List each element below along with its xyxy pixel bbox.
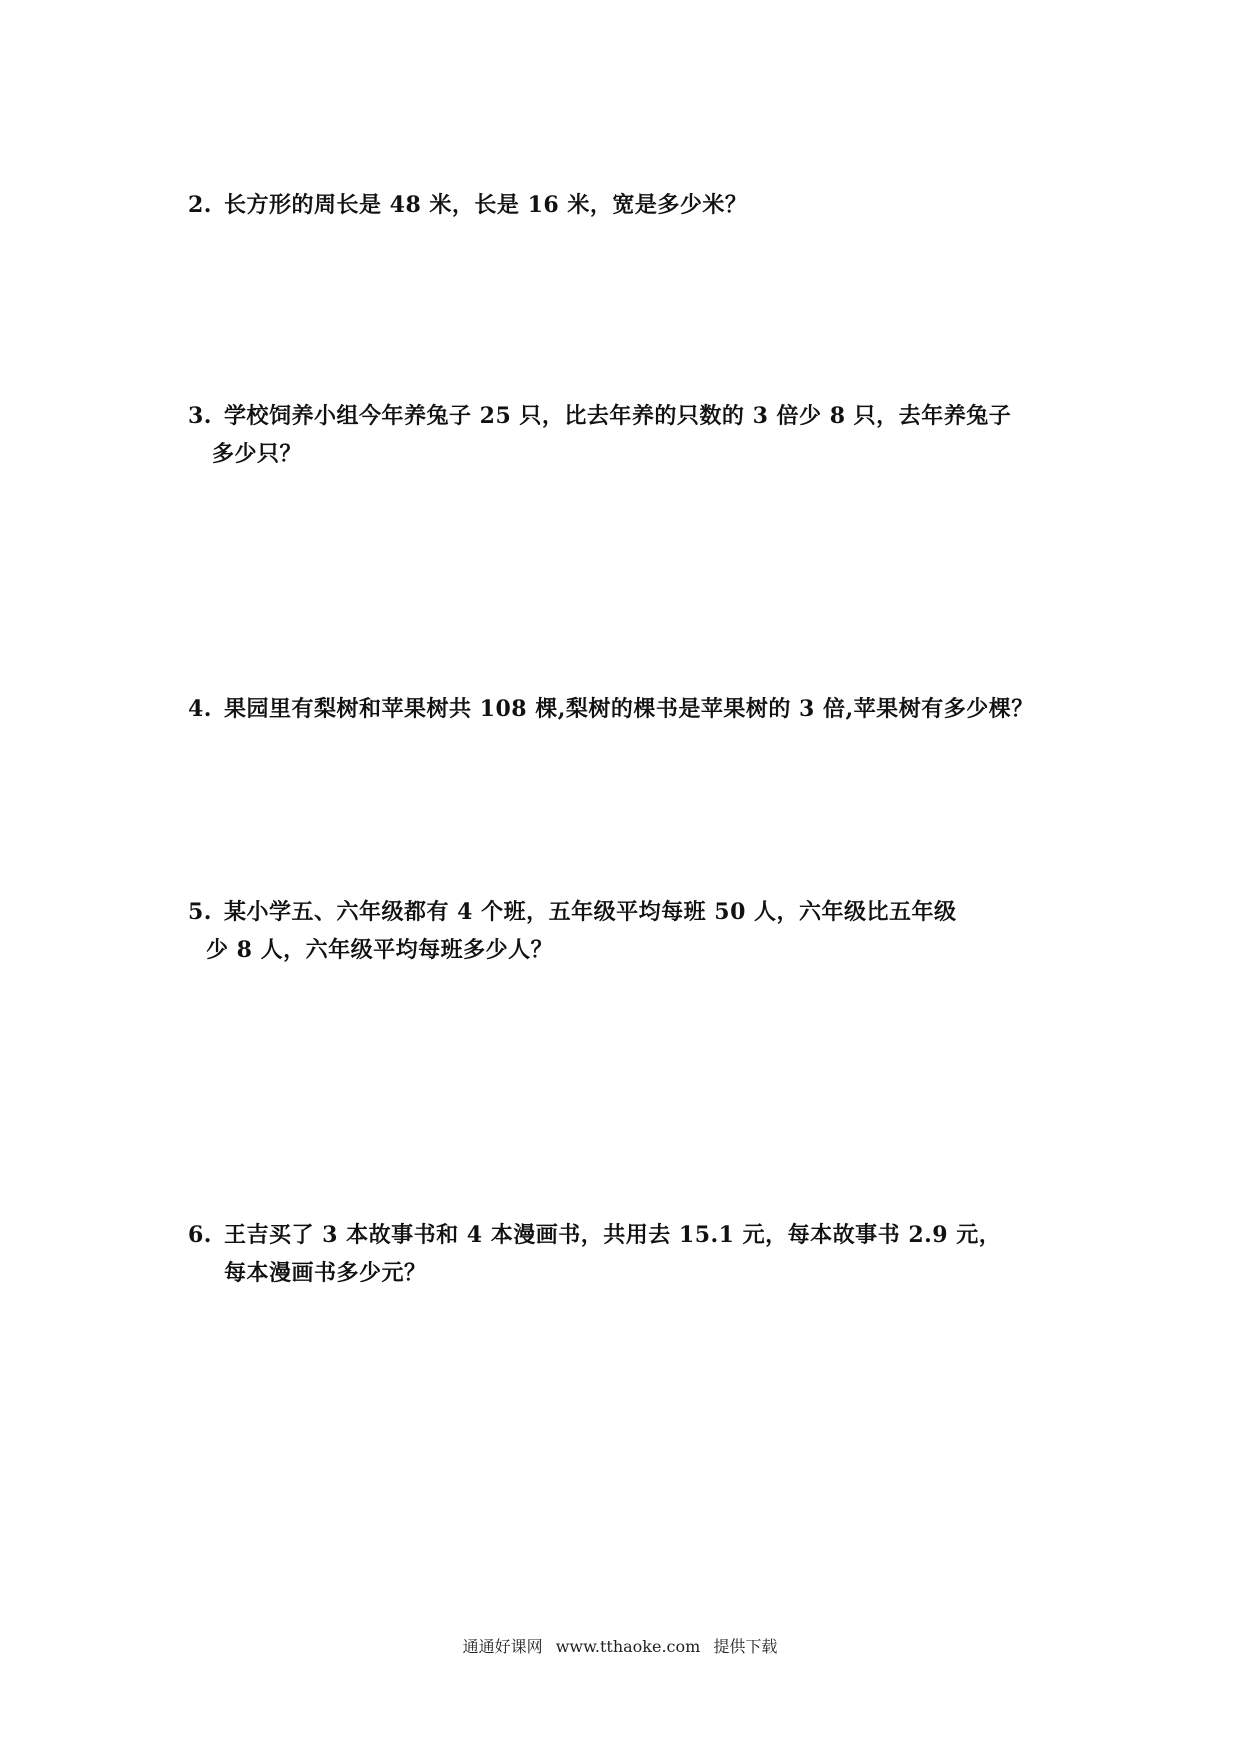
question-2-text: 长方形的周长是 48 米，长是 16 米，宽是多少米？ (224, 192, 748, 218)
question-3 (188, 397, 1148, 473)
question-5-line-1 (188, 893, 1148, 931)
question-3-line-2: 多少只？ (212, 441, 303, 467)
question-2-line-1 (188, 186, 1148, 224)
question-3-text: 学校饲养小组今年养兔子 25 只，比去年养的只数的 3 倍少 8 只，去年养兔子 (224, 403, 1012, 429)
question-6-number: 6. (188, 1222, 212, 1248)
footer-site-name: 通通好课网 (462, 1637, 543, 1656)
question-5 (188, 893, 1148, 969)
question-6-line-2: 每本漫画书多少元？ (224, 1260, 427, 1286)
question-5-text: 某小学五、六年级都有 4 个班，五年级平均每班 50 人，六年级比五年级 (224, 899, 957, 925)
footer-url: www.tthaoke.com (555, 1637, 701, 1656)
question-2 (188, 186, 1148, 224)
question-4 (188, 690, 1148, 728)
question-4-text: 果园里有梨树和苹果树共 108 棵,梨树的棵书是苹果树的 3 倍,苹果树有多少棵？ (224, 696, 1034, 722)
question-3-line-1 (188, 397, 1148, 435)
question-2-number: 2. (188, 192, 212, 218)
question-6-line-1 (188, 1216, 1148, 1254)
question-4-line-1 (188, 690, 1148, 728)
footer-suffix: 提供下载 (713, 1637, 778, 1656)
page-footer (0, 1634, 1240, 1657)
question-3-number: 3. (188, 403, 212, 429)
question-6 (188, 1216, 1148, 1292)
question-4-number: 4. (188, 696, 212, 722)
question-5-line-2: 少 8 人，六年级平均每班多少人？ (206, 937, 554, 963)
question-6-text: 王吉买了 3 本故事书和 4 本漫画书，共用去 15.1 元，每本故事书 2.9 元， (224, 1222, 1002, 1248)
question-5-number: 5. (188, 899, 212, 925)
